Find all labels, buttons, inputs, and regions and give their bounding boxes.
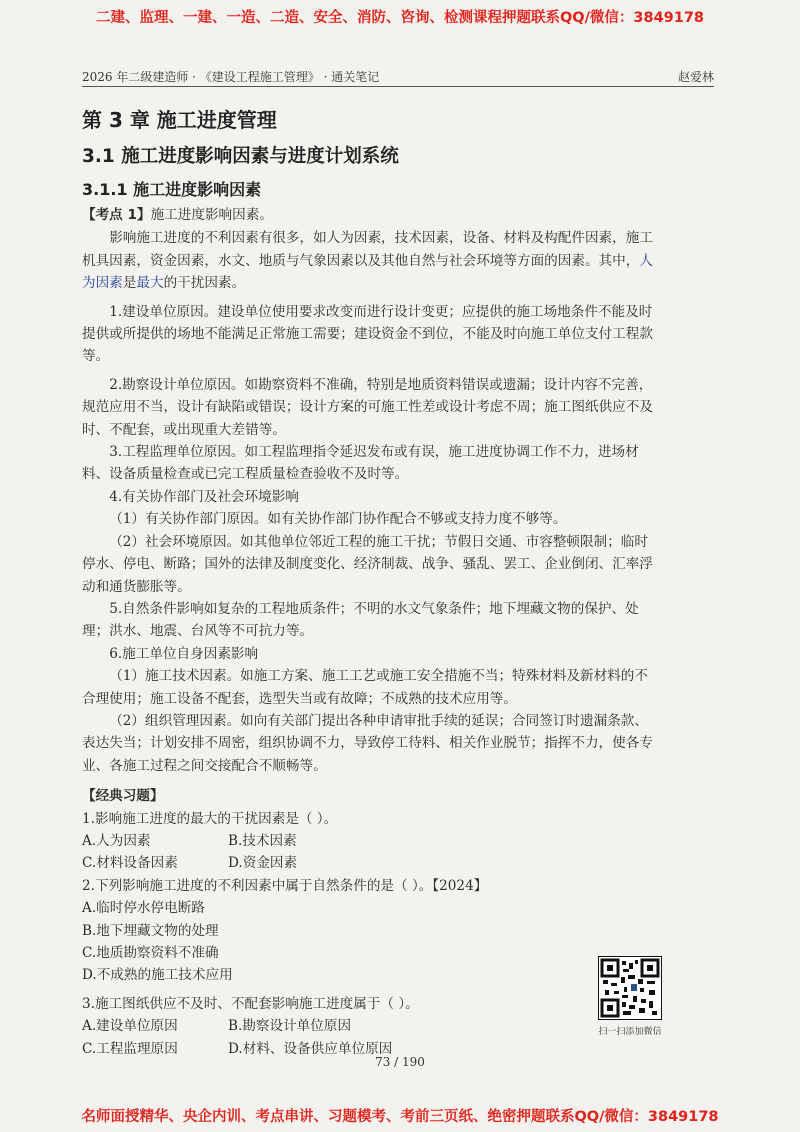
subsection-title: 3.1.1 施工进度影响因素 <box>82 180 262 199</box>
qr-caption: 扫一扫添加微信 <box>598 1027 662 1037</box>
intro-text-mid: 是 <box>122 275 137 292</box>
question-stem: 3.施工图纸供应不及时、不配套影响施工进度属于（ ）。 <box>82 995 419 1012</box>
option-c: C.地质勘察资料不准确 <box>82 945 219 961</box>
question-3 <box>82 993 658 1060</box>
paragraph-management-factors: （2）组织管理因素。如向有关部门提出各种申请审批手续的延误；合同签订时遗漏条款、表达失当；计划安排不周密，组织协调不力，导致停工待料、相关作业脱节；指挥不力，使各专业、各施工过程之间交接配合不顺畅等。 <box>82 712 653 774</box>
question-stem: 2.下列影响施工进度的不利因素中属于自然条件的是（ ）。【2024】 <box>82 877 488 894</box>
intro-paragraph <box>82 227 658 294</box>
question-2 <box>82 875 658 987</box>
intro-text-before: 影响施工进度的不利因素有很多，如人为因素，技术因素，设备、材料及构配件因素，施工机具因素，资金因素，水文、地质与气象因素以及其他自然与社会环境等方面的因素。其中， <box>82 230 653 269</box>
keypoint-tag: 【考点 1】 <box>82 207 151 223</box>
option-b: B.勘察设计单位原因 <box>228 1018 352 1035</box>
options-row <box>82 830 658 852</box>
page-content <box>82 204 658 1060</box>
question-stem: 1.影响施工进度的最大的干扰因素是（ ）。 <box>82 810 338 827</box>
paragraph-owner-causes: 1.建设单位原因。建设单位使用要求改变而进行设计变更；应提供的施工场地条件不能及时提供或所提供的场地不能满足正常施工需要；建设资金不到位，不能及时向施工单位支付工程款等。 <box>82 303 653 365</box>
exercise-heading: 【经典习题】 <box>82 788 164 805</box>
options-row <box>82 852 658 874</box>
option-b: B.技术因素 <box>228 832 297 849</box>
top-promo-banner: 二建、监理、一建、一造、二造、安全、消防、咨询、检测课程押题联系QQ/微信：3849178 <box>95 10 705 26</box>
options-row <box>82 1015 658 1037</box>
option-d: D.资金因素 <box>228 855 298 872</box>
header-book-title: 2026 年二级建造师 · 《建设工程施工管理》 · 通关笔记 <box>82 70 380 84</box>
header-author: 赵爱林 <box>677 70 714 84</box>
wechat-qr-block <box>598 956 662 1037</box>
running-header <box>82 68 714 87</box>
intro-text-after: 的干扰因素。 <box>163 275 246 292</box>
paragraph-natural-conditions: 5.自然条件影响如复杂的工程地质条件；不明的水文气象条件；地下埋藏文物的保护、处理；洪水、地震、台风等不可抗力等。 <box>82 600 639 640</box>
option-a: A.建设单位原因 <box>82 1018 178 1035</box>
page-number: 73 / 190 <box>375 1055 425 1069</box>
option-d: D.不成熟的施工技术应用 <box>82 967 233 984</box>
paragraph-supervision-causes: 3.工程监理单位原因。如工程监理指令延迟发布或有误，施工进度协调工作不力，进场材料、设备质量检查或已完工程质量检查验收不及时等。 <box>82 444 639 483</box>
option-d: D.材料、设备供应单位原因 <box>228 1040 393 1057</box>
paragraph-contractor-heading: 6.施工单位自身因素影响 <box>109 645 259 662</box>
keypoint-line <box>82 204 658 226</box>
option-b: B.地下埋藏文物的处理 <box>82 922 219 939</box>
option-a: A.临时停水停电断路 <box>82 900 205 917</box>
option-c: C.工程监理原因 <box>82 1040 178 1057</box>
paragraph-cooperation-heading: 4.有关协作部门及社会环境影响 <box>109 488 299 505</box>
paragraph-technical-factors: （1）施工技术因素。如施工方案、施工工艺或施工安全措施不当；特殊材料及新材料的不合理使用；施工设备不配套，选型失当或有故障；不成熟的技术应用等。 <box>82 668 648 707</box>
option-c: C.材料设备因素 <box>82 855 178 872</box>
paragraph-design-causes: 2.勘察设计单位原因。如勘察资料不准确，特别是地质资料错误或遗漏；设计内容不完善，规范应用不当，设计有缺陷或错误；设计方案的可施工性差或设计考虑不周；施工图纸供应不及时、不配套，或出现重大差错等。 <box>82 376 653 438</box>
section-title: 3.1 施工进度影响因素与进度计划系统 <box>82 146 399 167</box>
qr-code-icon <box>598 956 662 1020</box>
question-1 <box>82 808 658 875</box>
paragraph-cooperation-departments: （1）有关协作部门原因。如有关协作部门协作配合不够或支持力度不够等。 <box>109 511 567 528</box>
bottom-promo-banner: 名师面授精华、央企内训、考点串讲、习题模考、考前三页纸、绝密押题联系QQ/微信：3849178 <box>81 1109 719 1125</box>
keypoint-text: 施工进度影响因素。 <box>150 207 273 223</box>
highlight-human-factor: 人为因素 <box>82 252 653 292</box>
paragraph-social-environment: （2）社会环境原因。如其他单位邻近工程的施工干扰；节假日交通、市容整顿限制；临时停水、停电、断路；国外的法律及制度变化、经济制裁、战争、骚乱、罢工、企业倒闭、汇率浮动和通货膨胀等。 <box>82 533 653 595</box>
option-a: A.人为因素 <box>82 832 151 849</box>
highlight-largest: 最大 <box>136 275 164 292</box>
chapter-title: 第 3 章 施工进度管理 <box>82 108 277 132</box>
